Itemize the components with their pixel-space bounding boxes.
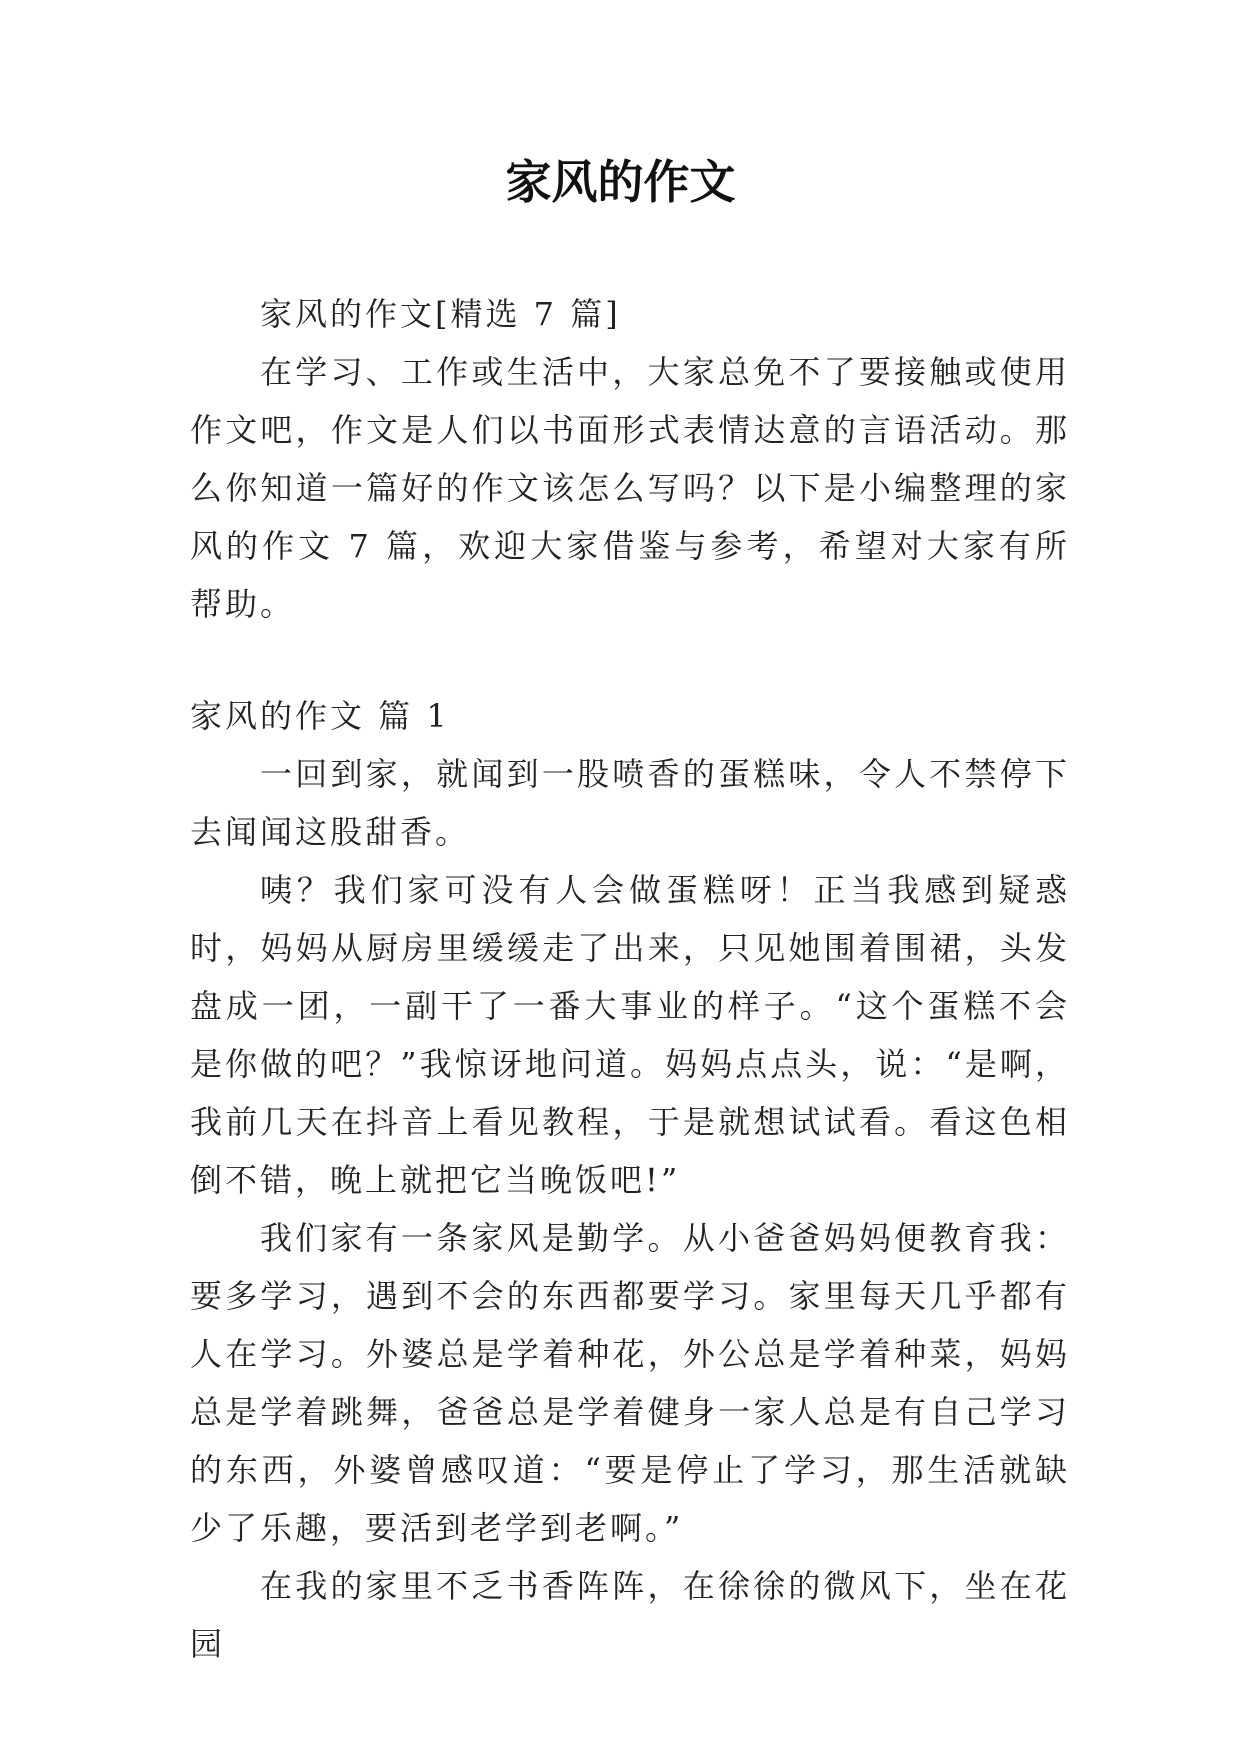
- body-paragraph: 咦？我们家可没有人会做蛋糕呀！正当我感到疑惑时，妈妈从厨房里缓缓走了出来，只见她围着围裙，头发盘成一团，一副干了一番大事业的样子。“这个蛋糕不会是你做的吧？”我惊讶地问道。妈妈点点头，说：“是啊，我前几天在抖音上看见教程，于是就想试试看。看这色相倒不错，晚上就把它当晚饭吧!”: [190, 871, 1070, 1199]
- body-paragraph: 我们家有一条家风是勤学。从小爸爸妈妈便教育我：要多学习，遇到不会的东西都要学习。家里每天几乎都有人在学习。外婆总是学着种花，外公总是学着种菜，妈妈总是学着跳舞，爸爸总是学着健身一家人总是有自己学习的东西，外婆曾感叹道：“要是停止了学习，那生活就缺少了乐趣，要活到老学到老啊。”: [190, 1219, 1070, 1547]
- document-subtitle: 家风的作文[精选 7 篇]: [260, 295, 621, 333]
- document-body: [190, 285, 1070, 1673]
- section-spacer: [190, 633, 1070, 687]
- body-paragraph: 在我的家里不乏书香阵阵，在徐徐的微风下，坐在花园: [190, 1567, 1070, 1663]
- body-paragraph: 一回到家，就闻到一股喷香的蛋糕味，令人不禁停下去闻闻这股甜香。: [190, 755, 1070, 851]
- intro-paragraph: 在学习、工作或生活中，大家总免不了要接触或使用作文吧，作文是人们以书面形式表情达意的言语活动。那么你知道一篇好的作文该怎么写吗？以下是小编整理的家风的作文 7 篇，欢迎大家借鉴与参考，希望对大家有所帮助。: [190, 353, 1070, 623]
- section-heading: 家风的作文 篇 1: [190, 697, 450, 735]
- document-title: 家风的作文: [505, 155, 736, 209]
